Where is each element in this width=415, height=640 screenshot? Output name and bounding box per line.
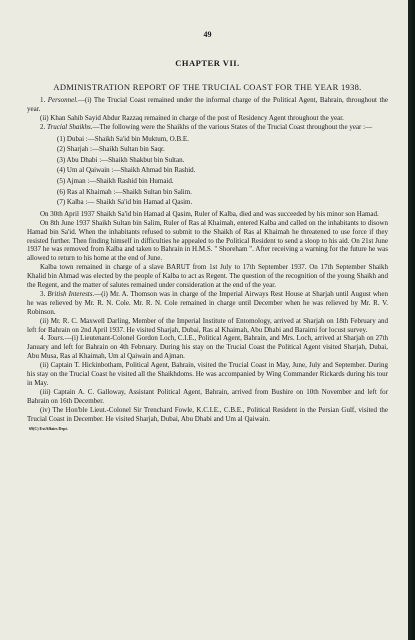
section-number: 4. xyxy=(40,334,48,343)
kalba-regent-paragraph: Kalba town remained in charge of a slave BARUT from 1st July to 17th September 1937. On 17th September Shaikh Khalid bin Ahmad was elected by the people of Kalba to act as Regent. The question of the recognition of the young Shaikh and the Regent, and the matter of salutes remained under consideration at the end of the year. xyxy=(27,263,388,290)
section-heading-personnel: Personnel. xyxy=(47,96,78,104)
section-heading-trucial-shaikhs: Trucial Shaikhs. xyxy=(47,122,93,131)
tours-paragraph-3: (iii) Captain A. C. Galloway, Assistant Political Agent, Bahrain, arrived from Bushire on 10th November and left for Bahrain on 16th December. xyxy=(27,387,388,405)
printer-footer: 69(C) ExtAffairs Dept. xyxy=(29,425,68,431)
section-heading-tours: Tours. xyxy=(47,334,65,343)
list-item: (5) Ajman :—Shaikh Rashid bin Humaid. xyxy=(57,177,174,185)
list-item: (6) Ras al Khaimah :—Shaikh Sultan bin Salim. xyxy=(57,187,192,196)
kalba-succession-paragraph: On 30th April 1937 Shaikh Sa'id bin Hamad al Qasim, Ruler of Kalba, died and was succeeded by his minor son Hamad. xyxy=(40,209,379,218)
list-item: (7) Kalba :— Shaikh Sa'id bin Hamad al Qasim. xyxy=(57,198,193,207)
section-heading-british-interests: British Interests. xyxy=(47,289,95,298)
shaikhs-list xyxy=(57,134,388,208)
list-item: (1) Dubai :—Shaikh Sa'id bin Muktum, O.B.E. xyxy=(57,134,189,143)
tours-paragraph-4: (iv) The Hon'ble Lieut.-Colonel Sir Trenchard Fowle, K.C.I.E., C.B.E., Political Resident in the Persian Gulf, visited the Trucial Coast in December. He visited Sharjah, Dubai, Abu Dhabi and Um al Qaiwain. xyxy=(27,405,388,423)
trucial-shaikhs-intro: 2. Trucial Shaikhs.—The following were the Shaikhs of the various States of the Trucial Coast throughout the year :— xyxy=(40,122,373,131)
british-interests-paragraph-1: 3. British Interests.—(i) Mr. A. Thomson was in charge of the Imperial Airways Rest House at Sharjah until August when he was relieved by Mr. R. N. Cole. Mr. R. N. Cole remained in charge until December when he was relieved by Mr. R. V. Robinson. xyxy=(27,289,388,316)
report-title: ADMINISTRATION REPORT OF THE TRUCIAL COAST FOR THE YEAR 1938. xyxy=(53,82,362,92)
section-number: 2. xyxy=(40,122,47,131)
list-item: (2) Sharjah :—Shaikh Sultan bin Saqr. xyxy=(57,145,165,154)
page-number: 49 xyxy=(203,30,212,39)
ras-al-khaimah-paragraph: On 8th June 1937 Shaikh Sultan bin Salim, Ruler of Ras al Khaimah, entered Kalba and called on the inhabitants to disown Hamad bin Sa'id. When the inhabitants refused to submit to the Shaikh of Ras al Khaimah he threatened to use force if they resisted further. Then finding himself in difficulties he appealed to the Political Resident to send a sloop to his aid. On 21st June 1937 he was removed from Kalba and taken to Bahrain in H.M.S. " Shoreham ". After receiving a warning for the future he was allowed to return to his home at the end of June. xyxy=(27,218,388,263)
list-item: (3) Abu Dhabi :—Shaikh Shakbut bin Sultan. xyxy=(57,155,185,164)
personnel-paragraph-1: 1. Personnel.—(i) The Trucial Coast remained under the informal charge of the Political Agent, Bahrain, throughout the year. xyxy=(27,96,389,113)
chapter-heading: CHAPTER VII. xyxy=(175,58,240,68)
personnel-paragraph-2: (ii) Khan Sahib Sayid Abdur Razzaq remained in charge of the post of Residency Agent throughout the year. xyxy=(40,113,344,122)
tours-paragraph-2: (ii) Captain T. Hickinbotham, Political Agent, Bahrain, visited the Trucial Coast in May, June, July and September. During his stay on the Trucial Coast he visited all the Shaikhdoms. He was accompanied by Wing Commander Rickards during his tour in May. xyxy=(27,361,388,387)
british-interests-paragraph-2: (ii) Mr. R. C. Maxwell Darling, Member of the Imperial Institute of Entomology, arrived at Sharjah on 18th February and left for Bahrain on 2nd April 1937. He visited Sharjah, Dubai, Ras al Khaimah, Abu Dhabi and Baraimi for locust survey. xyxy=(27,316,388,334)
section-number: 3. xyxy=(40,289,48,298)
tours-paragraph-1: 4. Tours.—(i) Lieutenant-Colonel Gordon Loch, C.I.E., Political Agent, Bahrain, and Mrs. Loch, arrived at Sharjah on 27th January and left for Bahrain on 4th February. During his stay on the Trucial Coast the Political Agent visited Sharjah, Dubai, Abu Musa, Ras al Khaimah, Um al Qaiwain and Ajman. xyxy=(27,334,389,361)
section-number: 1. xyxy=(40,96,48,104)
list-item: (4) Um al Qaiwain :—Shaikh Ahmad bin Rashid. xyxy=(57,166,196,175)
scan-edge xyxy=(408,0,415,640)
